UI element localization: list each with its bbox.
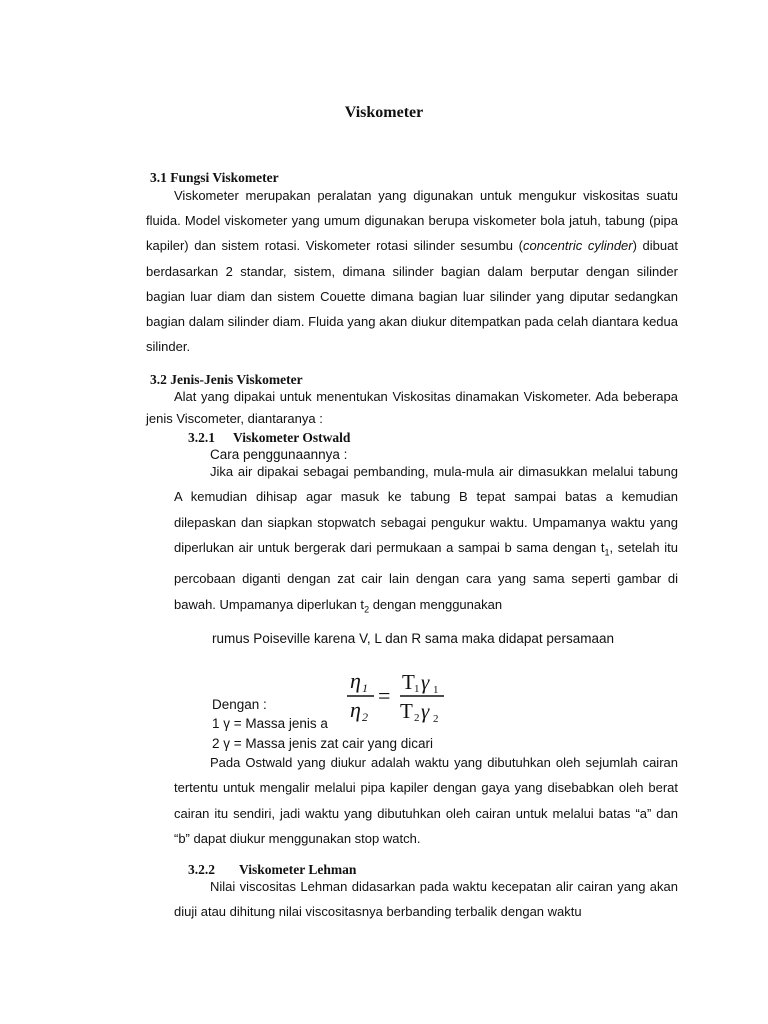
eta2-subscript: 2 — [362, 710, 368, 724]
t2-subscript: 2 — [364, 604, 370, 615]
section-heading-3-1: 3.1 Fungsi Viskometer — [150, 170, 279, 185]
section-3-2-paragraph: Alat yang dipakai untuk menentukan Viskositas dinamakan Viskometer. Ada beberapa jenis Viscometer, diantaranya : — [146, 389, 678, 426]
dengan-label: Dengan : — [212, 697, 267, 712]
ostwald-text-b: , setelah itu percobaan diganti dengan zat cair lain dengan cara yang sama seperti gambar di bawah. Umpamanya diperlukan t — [174, 540, 678, 612]
ostwald-text-c: dengan menggunakan — [369, 596, 503, 612]
viscosity-equation — [344, 668, 448, 724]
t1-eq-subscript: 1 — [414, 683, 420, 695]
gamma2-subscript: 2 — [433, 713, 439, 724]
equals-sign: = — [378, 683, 391, 708]
subsection-heading-3-2-1 — [188, 430, 350, 446]
section-heading-3-2: 3.2 Jenis-Jenis Viskometer — [150, 372, 303, 387]
gamma1-symbol: γ — [421, 670, 430, 694]
eta1-symbol: η — [350, 668, 361, 693]
cara-penggunaan-label: Cara penggunaannya : — [210, 447, 348, 462]
section-3-1-text-italic: concentric cylinder — [522, 238, 633, 254]
subsection-title-3-2-2: Viskometer Lehman — [239, 862, 357, 877]
gamma1-subscript: 1 — [433, 684, 439, 696]
t1-subscript: 1 — [604, 547, 610, 558]
document-title: Viskometer — [344, 104, 424, 121]
ostwald-paragraph-1 — [174, 459, 678, 623]
subsection-title-3-2-1: Viskometer Ostwald — [233, 430, 351, 445]
t1-symbol: T — [402, 670, 415, 694]
definition-item-1: 1 γ = Massa jenis a — [212, 716, 328, 731]
section-3-1-text-a: Viskometer merupakan peralatan yang digunakan untuk mengukur viskositas suatu fluida. Model viskometer yang umum digunakan berupa viskometer bola jatuh, tabung (pipa kapiler) dan sistem rotasi. Viskometer rotasi silinder sesumbu ( — [146, 188, 678, 254]
section-3-1-paragraph — [146, 183, 678, 359]
ostwald-text-a: Jika air dipakai sebagai pembanding, mula-mula air dimasukkan melalui tabung A kemudian dihisap agar masuk ke tabung B tepat sampai batas a kemudian dilepaskan dan siapkan stopwatch sebagai pengukur waktu. Umpamanya waktu yang diperlukan air untuk bergerak dari permukaan a sampai b sama dengan t — [174, 464, 678, 556]
eta2-symbol: η — [350, 697, 361, 722]
gamma2-symbol: γ — [421, 699, 430, 723]
t2-eq-subscript: 2 — [414, 712, 420, 724]
subsection-number-3-2-1: 3.2.1 — [188, 430, 215, 445]
section-3-1-text-b: ) dibuat berdasarkan 2 standar, sistem, dimana silinder bagian dalam berputar dengan silinder bagian luar diam dan sistem Couette dimana bagian luar silinder yang diputar sedangkan bagian dalam silinder diam. Fluida yang akan diukur ditempatkan pada celah diantara kedua silinder. — [146, 238, 678, 355]
eta1-subscript: 1 — [362, 681, 368, 695]
lehman-paragraph: Nilai viscositas Lehman didasarkan pada waktu kecepatan alir cairan yang akan diuji atau dihitung nilai viscositasnya berbanding terbalik dengan waktu — [174, 879, 678, 920]
t2-symbol: T — [400, 699, 413, 723]
rumus-line: rumus Poiseville karena V, L dan R sama maka didapat persamaan — [212, 631, 614, 646]
subsection-number-3-2-2: 3.2.2 — [188, 862, 215, 877]
definition-item-2: 2 γ = Massa jenis zat cair yang dicari — [212, 736, 433, 751]
ostwald-paragraph-2: Pada Ostwald yang diukur adalah waktu yang dibutuhkan oleh sejumlah cairan tertentu untuk mengalir melalui pipa kapiler dengan gaya yang disebabkan oleh berat cairan itu sendiri, jadi waktu yang dibutuhkan oleh cairan untuk melalui batas “a” dan “b” dapat diukur menggunakan stop watch. — [174, 755, 678, 847]
